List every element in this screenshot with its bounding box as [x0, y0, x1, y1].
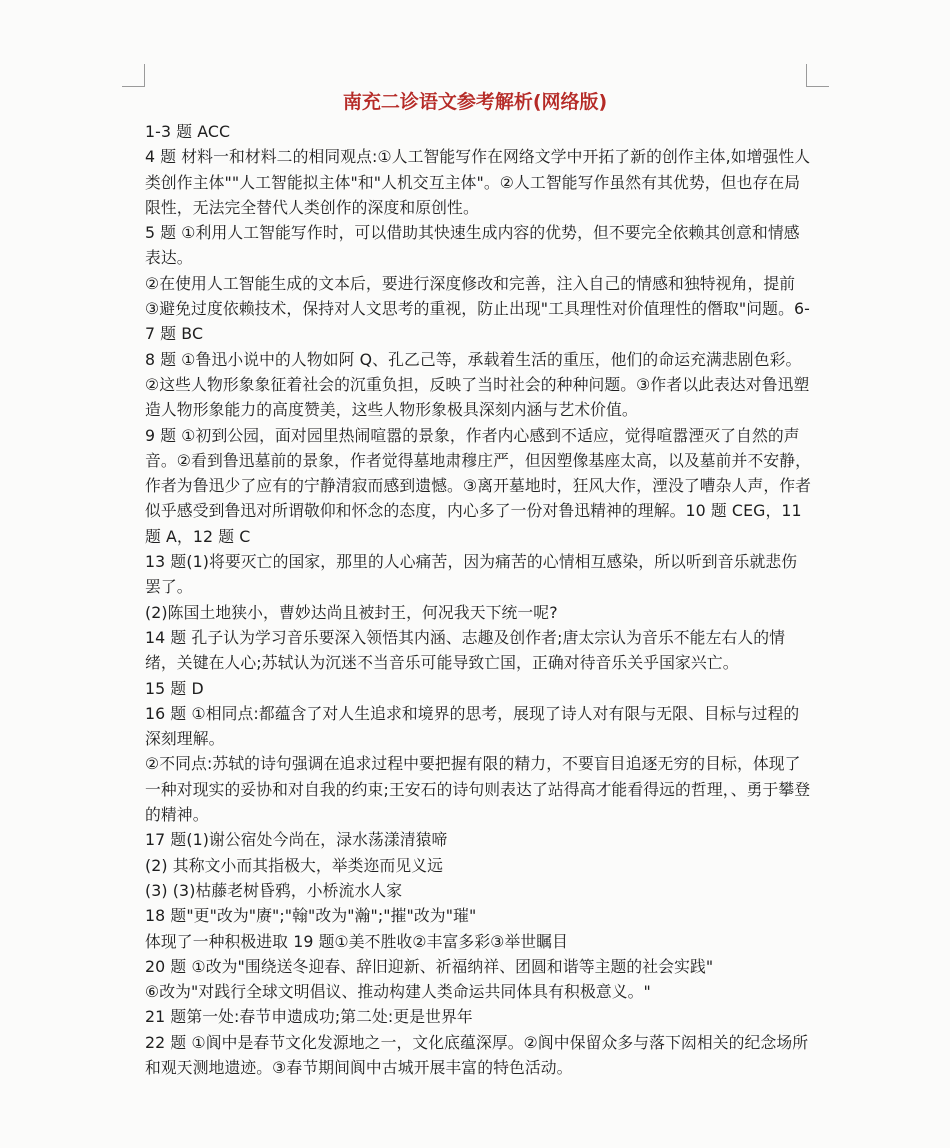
answer-paragraph: 1-3 题 ACC [145, 122, 231, 141]
answer-paragraph: 16 题 ①相同点:都蕴含了对人生追求和境界的思考，展现了诗人对有限与无限、目标与过程的深刻理解。 [145, 703, 800, 749]
answer-paragraph: (2)陈国土地狭小，曹妙达尚且被封王，何况我天下统一呢? [145, 602, 558, 622]
answer-paragraph: 4 题 材料一和材料二的相同观点:①人工智能写作在网络文学中开拓了新的创作主体,如增强性人类创作主体""人工智能拟主体"和"人机交互主体"。②人工智能写作虽然有其优势，但也存在局限性，无法完全替代人类创作的深度和原创性。 [145, 147, 811, 217]
answer-paragraph: 18 题"更"改为"赓";"翰"改为"瀚";"摧"改为"璀" [145, 906, 477, 926]
answer-paragraph: 21 题第一处:春节申遗成功;第二处:更是世界年 [145, 1007, 473, 1027]
answer-paragraph: 14 题 孔子认为学习音乐要深入领悟其内涵、志趣及创作者;唐太宗认为音乐不能左右人的情绪，关键在人心;苏轼认为沉迷不当音乐可能导致亡国，正确对待音乐关乎国家兴亡。 [145, 627, 786, 673]
document-body [145, 119, 813, 1080]
answer-paragraph: ②在使用人工智能生成的文本后，要进行深度修改和完善，注入自己的情感和独特视角，提前 [145, 273, 796, 293]
margin-corner-mark-right [806, 64, 829, 87]
answer-paragraph: 13 题(1)将要灭亡的国家，那里的人心痛苦，因为痛苦的心情相互感染，所以听到音乐就悲伤罢了。 [145, 552, 798, 597]
answer-paragraph: ②不同点:苏轼的诗句强调在追求过程中要把握有限的精力，不要盲目追逐无穷的目标，体现了一种对现实的妥协和对自我的约束;王安石的诗句则表达了站得高才能看得远的哲理，、勇于攀登的精神。 [145, 754, 811, 825]
answer-paragraph: 5 题 ①利用人工智能写作时，可以借助其快速生成内容的优势，但不要完全依赖其创意和情感表达。 [145, 223, 800, 268]
answer-paragraph: 17 题(1)谢公宿处今尚在，渌水荡漾清猿啼 [145, 830, 448, 850]
answer-paragraph: 22 题 ①阆中是春节文化发源地之一，文化底蕴深厚。②阆中保留众多与落下闳相关的纪念场所和观天测地遗迹。③春节期间阆中古城开展丰富的特色活动。 [145, 1032, 809, 1077]
answer-paragraph: 20 题 ①改为"围绕送冬迎春、辞旧迎新、祈福纳祥、团圆和谐等主题的社会实践" [145, 956, 714, 976]
answer-paragraph: 9 题 ①初到公园，面对园里热闹喧嚣的景象，作者内心感到不适应，觉得喧嚣湮灭了自然的声音。②看到鲁迅墓前的景象，作者觉得墓地肃穆庄严，但因塑像基座太高，以及墓前并不安静，作者为鲁迅少了应有的宁静清寂而感到遗憾。③离开墓地时，狂风大作，湮没了嘈杂人声，作者似乎感受到鲁迅对所谓敬仰和怀念的态度，内心多了一份对鲁迅精神的理解。10 题 CEG，11 题 A，12 题 C [145, 425, 812, 546]
answer-paragraph: ③避免过度依赖技术，保持对人文思考的重视，防止出现"工具理性对价值理性的僭取"问题。6-7 题 BC [145, 299, 810, 344]
answer-paragraph: 体现了一种积极进取 19 题①美不胜收②丰富多彩③举世瞩目 [145, 931, 569, 951]
answer-paragraph: 15 题 D [145, 678, 204, 698]
answer-paragraph: (2) 其称文小而其指极大，举类迩而见义远 [145, 855, 444, 875]
answer-paragraph: ⑥改为"对践行全球文明倡议、推动构建人类命运共同体具有积极意义。" [145, 982, 651, 1002]
document-title: 南充二诊语文参考解析(网络版) [342, 91, 608, 113]
margin-corner-mark-left [122, 64, 145, 87]
answer-paragraph: (3) (3)枯藤老树昏鸦，小桥流水人家 [145, 880, 403, 900]
answer-paragraph: 8 题 ①鲁迅小说中的人物如阿 Q、孔乙己等，承载着生活的重压，他们的命运充满悲剧色彩。②这些人物形象象征着社会的沉重负担，反映了当时社会的种种问题。③作者以此表达对鲁迅塑造人物形象能力的高度赞美，这些人物形象极具深刻内涵与艺术价值。 [145, 349, 810, 420]
